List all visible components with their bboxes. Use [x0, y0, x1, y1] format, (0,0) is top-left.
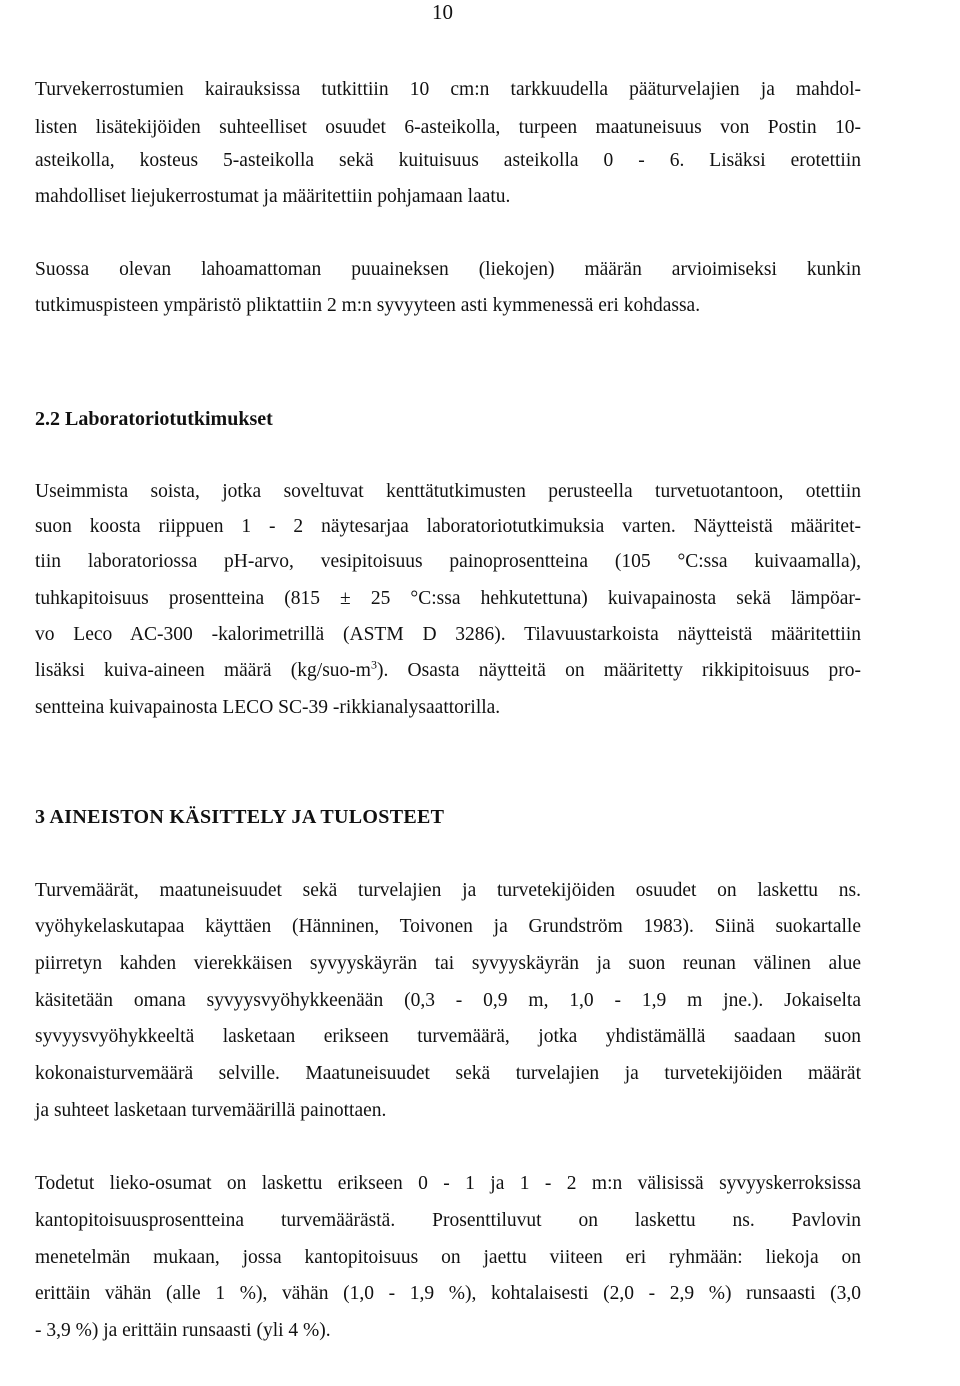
paragraph-5-line: menetelmän mukaan, jossa kantopitoisuus on jaettu viiteen eri ryhmään: liekoja on: [35, 1247, 861, 1268]
section-heading-2-2: 2.2 Laboratoriotutkimukset: [35, 408, 273, 430]
superscript: 3: [370, 657, 377, 672]
paragraph-3-line: vo Leco AC-300 -kalorimetrillä (ASTM D 3286). Tilavuustarkoista näytteistä määritettiin: [35, 624, 861, 645]
paragraph-3-text: ). Osasta näytteitä on määritetty rikkipitoisuus pro-: [376, 660, 861, 681]
paragraph-1-line: mahdolliset liejukerrostumat ja määritettiin pohjamaan laatu.: [35, 186, 511, 207]
paragraph-3-line: suon koosta riippuen 1 - 2 näytesarjaa laboratoriotutkimuksia varten. Näytteistä määritet-: [35, 516, 861, 537]
paragraph-1-line: Turvekerrostumien kairauksissa tutkittiin 10 cm:n tarkkuudella pääturvelajien ja mahdol-: [35, 79, 861, 100]
paragraph-5-line: - 3,9 %) ja erittäin runsaasti (yli 4 %).: [35, 1320, 331, 1341]
paragraph-3-line: tuhkapitoisuus prosentteina (815 ± 25 °C:ssa hehkutettuna) kuivapainosta sekä lämpöar-: [35, 588, 861, 609]
paragraph-4-line: ja suhteet lasketaan turvemäärillä painottaen.: [35, 1100, 387, 1121]
paragraph-3-line: Useimmista soista, jotka soveltuvat kenttätutkimusten perusteella turvetuotantoon, otettiin: [35, 481, 861, 502]
paragraph-5-line: erittäin vähän (alle 1 %), vähän (1,0 - 1,9 %), kohtalaisesti (2,0 - 2,9 %) runsaasti (3,0: [35, 1283, 861, 1304]
paragraph-3-line: tiin laboratoriossa pH-arvo, vesipitoisuus painoprosentteina (105 °C:ssa kuivaamalla),: [35, 551, 861, 572]
paragraph-3-line: [35, 659, 861, 683]
paragraph-1-line: listen lisätekijöiden suhteelliset osuudet 6-asteikolla, turpeen maatuneisuus von Postin 10-: [35, 117, 861, 138]
paragraph-4-line: käsitetään omana syvyysvyöhykkeenään (0,3 - 0,9 m, 1,0 - 1,9 m jne.). Jokaiselta: [35, 990, 861, 1011]
paragraph-5-line: kantopitoisuusprosentteina turvemäärästä. Prosenttiluvut on laskettu ns. Pavlovin: [35, 1210, 861, 1231]
paragraph-3-text: lisäksi kuiva-aineen määrä (kg/suo-m: [35, 660, 371, 681]
paragraph-3-line: sentteina kuivapainosta LECO SC-39 -rikkianalysaattorilla.: [35, 697, 501, 718]
paragraph-4-line: Turvemäärät, maatuneisuudet sekä turvelajien ja turvetekijöiden osuudet on laskettu ns.: [35, 880, 861, 901]
paragraph-1-line: asteikolla, kosteus 5-asteikolla sekä kuituisuus asteikolla 0 - 6. Lisäksi erotettiin: [35, 150, 861, 171]
section-heading-3: 3 AINEISTON KÄSITTELY JA TULOSTEET: [35, 806, 445, 828]
page-number: 10: [432, 0, 453, 24]
paragraph-4-line: kokonaisturvemäärä selville. Maatuneisuudet sekä turvelajien ja turvetekijöiden määrät: [35, 1063, 861, 1084]
paragraph-2-line: tutkimuspisteen ympäristö pliktattiin 2 m:n syvyyteen asti kymmenessä eri kohdassa.: [35, 295, 701, 316]
paragraph-4-line: vyöhykelaskutapaa käyttäen (Hänninen, Toivonen ja Grundström 1983). Siinä suokartalle: [35, 916, 861, 937]
paragraph-5-line: Todetut lieko-osumat on laskettu erikseen 0 - 1 ja 1 - 2 m:n välisissä syvyyskerroksissa: [35, 1173, 861, 1194]
paragraph-4-line: syvyysvyöhykkeeltä lasketaan erikseen turvemäärä, jotka yhdistämällä saadaan suon: [35, 1026, 861, 1047]
paragraph-4-line: piirretyn kahden vierekkäisen syvyyskäyrän tai syvyyskäyrän ja suon reunan välinen alue: [35, 953, 861, 974]
paragraph-2-line: Suossa olevan lahoamattoman puuaineksen (liekojen) määrän arvioimiseksi kunkin: [35, 259, 861, 280]
